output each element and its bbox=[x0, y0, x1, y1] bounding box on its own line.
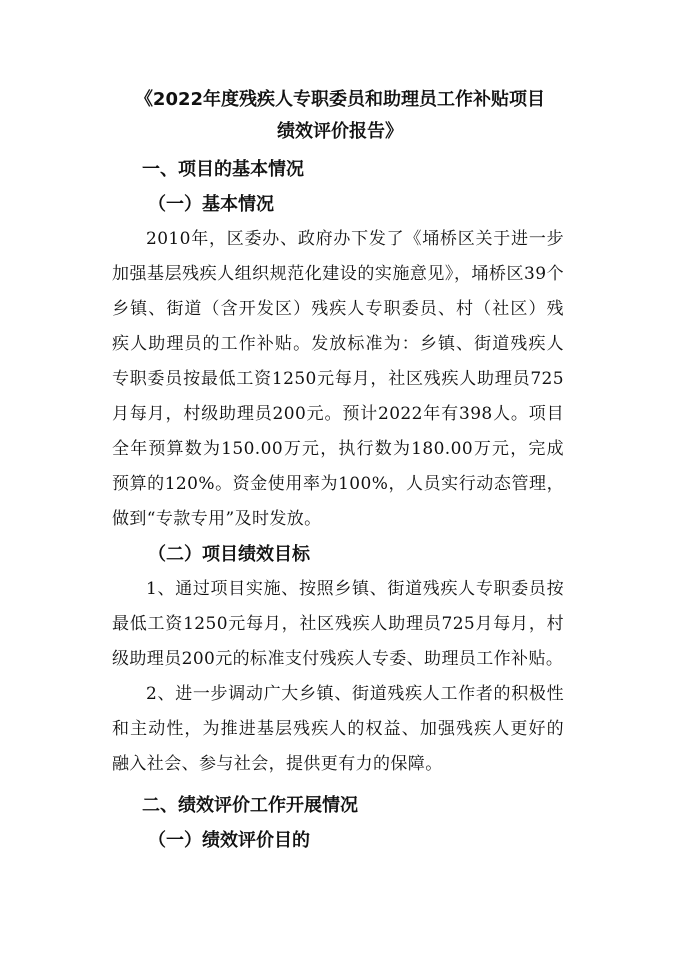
section-2-heading: 二、绩效评价工作开展情况 bbox=[142, 795, 358, 816]
document-title bbox=[102, 84, 578, 148]
section-1-heading: 一、项目的基本情况 bbox=[142, 159, 304, 180]
title-line-1: 《2022年度残疾人专职委员和助理员工作补贴项目 bbox=[134, 89, 546, 110]
section-2-1-heading: （一）绩效评价目的 bbox=[148, 830, 310, 851]
title-line-2: 绩效评价报告》 bbox=[277, 121, 403, 142]
section-1-2-item-1: 1、通过项目实施、按照乡镇、街道残疾人专职委员按最低工资1250元每月，社区残疾人助理员725月每月，村级助理员200元的标准支付残疾人专委、助理员工作补贴。 bbox=[112, 579, 564, 669]
section-1-1-paragraph: 2010年，区委办、政府办下发了《埇桥区关于进一步加强基层残疾人组织规范化建设的实施意见》，埇桥区39个乡镇、街道（含开发区）残疾人专职委员、村（社区）残疾人助理员的工作补贴。发放标准为：乡镇、街道残疾人专职委员按最低工资1250元每月，社区残疾人助理员725月每月，村级助理员200元。预计2022年有398人。项目全年预算数为150.00万元，执行数为180.00万元，完成预算的120%。资金使用率为100%，人员实行动态管理，做到“专款专用”及时发放。 bbox=[112, 229, 564, 529]
section-1-2-heading: （二）项目绩效目标 bbox=[148, 544, 310, 565]
section-1-1-heading: （一）基本情况 bbox=[148, 194, 274, 215]
section-1-2-item-2: 2、进一步调动广大乡镇、街道残疾人工作者的积极性和主动性，为推进基层残疾人的权益、加强残疾人更好的融入社会、参与社会，提供更有力的保障。 bbox=[112, 684, 564, 774]
